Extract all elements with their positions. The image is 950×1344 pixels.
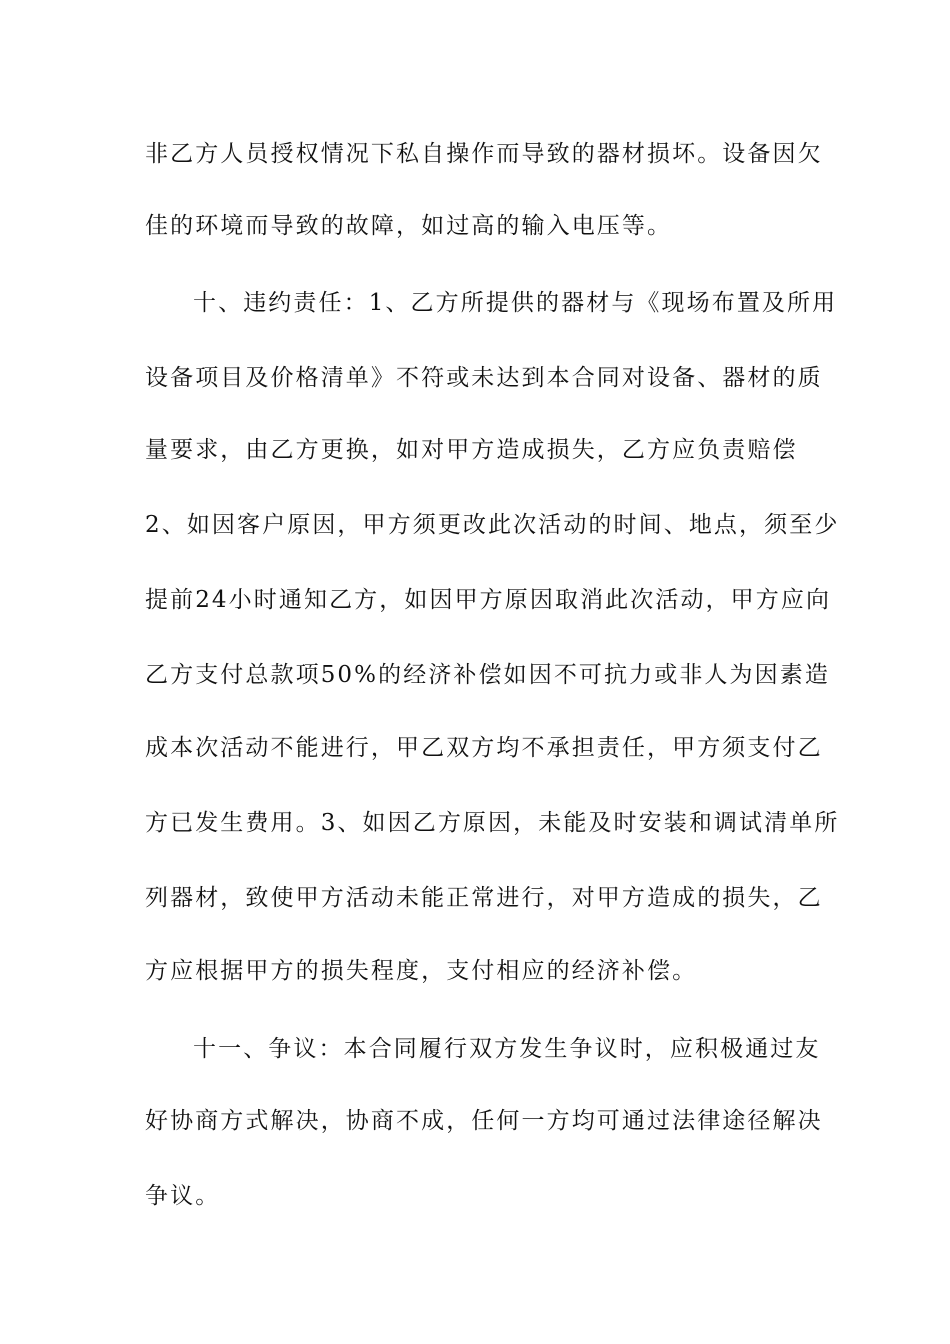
text-line-7: 提前24小时通知乙方，如因甲方原因取消此次活动，甲方应向 [145, 587, 832, 613]
text-line-8: 乙方支付总款项50%的经济补偿如因不可抗力或非人为因素造 [145, 662, 830, 688]
section-11-heading-line: 十一、争议：本合同履行双方发生争议时，应积极通过友 [193, 1036, 821, 1062]
text-line-14: 好协商方式解决，协商不成，任何一方均可通过法律途径解决 [145, 1108, 823, 1134]
text-line-4: 设备项目及价格清单》不符或未达到本合同对设备、器材的质 [145, 365, 823, 391]
text-line-9: 成本次活动不能进行，甲乙双方均不承担责任，甲方须支付乙 [145, 735, 823, 761]
text-line-15: 争议。 [145, 1183, 221, 1209]
text-line-5: 量要求，由乙方更换，如对甲方造成损失，乙方应负责赔偿 [145, 437, 798, 463]
text-line-6: 2、如因客户原因，甲方须更改此次活动的时间、地点，须至少 [145, 512, 840, 538]
text-line-11: 列器材，致使甲方活动未能正常进行，对甲方造成的损失，乙 [145, 885, 823, 911]
text-line-10: 方已发生费用。3、如因乙方原因，未能及时安装和调试清单所 [145, 810, 840, 836]
text-line-1: 非乙方人员授权情况下私自操作而导致的器材损坏。设备因欠 [145, 141, 823, 167]
text-line-12: 方应根据甲方的损失程度，支付相应的经济补偿。 [145, 958, 698, 984]
text-line-2: 佳的环境而导致的故障，如过高的输入电压等。 [145, 213, 673, 239]
section-10-heading-line: 十、违约责任：1、乙方所提供的器材与《现场布置及所用 [193, 290, 838, 316]
